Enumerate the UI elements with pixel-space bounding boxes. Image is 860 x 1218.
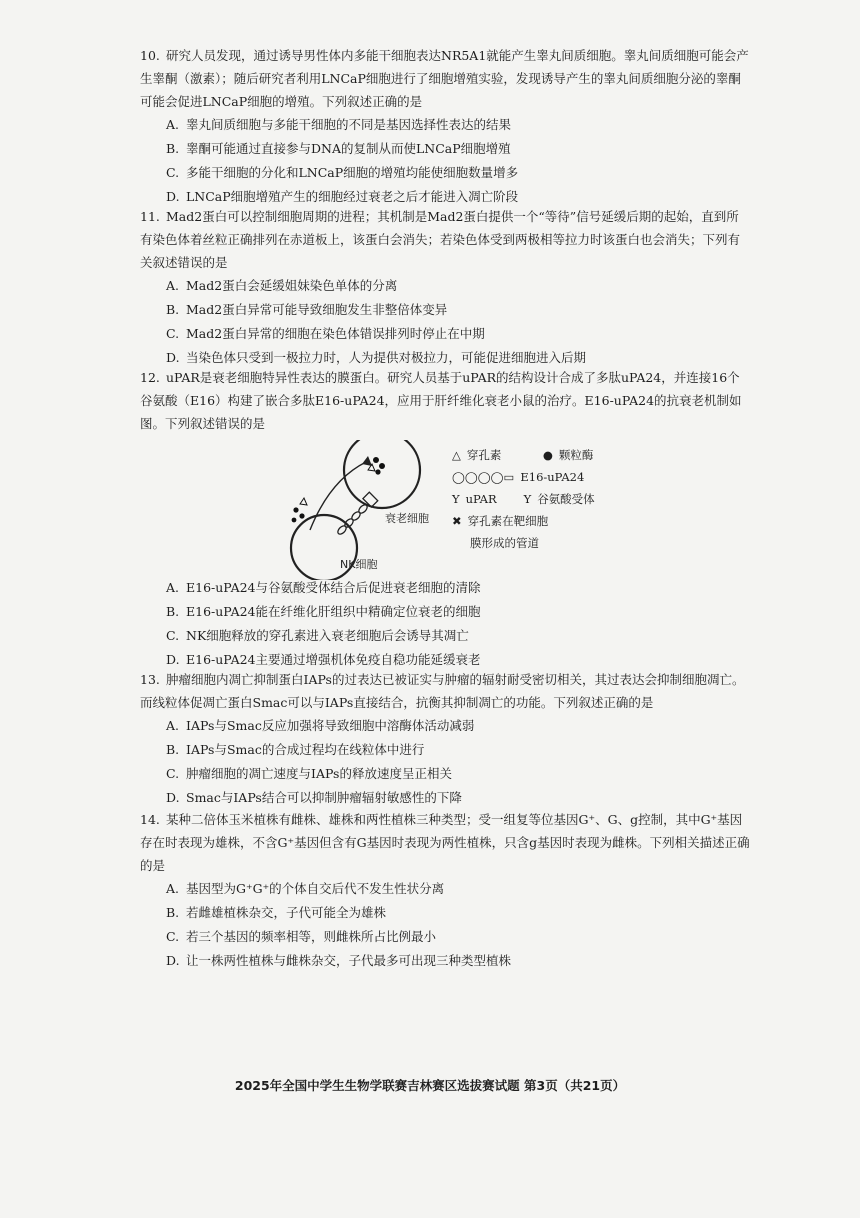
legend-row xyxy=(452,444,595,466)
option-b xyxy=(166,298,750,322)
glu-receptor-legend-icon: Y xyxy=(523,492,532,506)
option-text: 当染色体只受到一极拉力时，人为提供对极拉力，可能促进细胞进入后期 xyxy=(186,350,587,365)
option-text: IAPs与Smac的合成过程均在线粒体中进行 xyxy=(186,742,425,757)
legend-peptide: E16-uPA24 xyxy=(520,470,585,484)
granzyme-dot xyxy=(375,469,380,474)
transport-arrow xyxy=(310,462,366,530)
senescent-cell-label: 衰老细胞 xyxy=(385,512,429,525)
question-stem: 研究人员发现，通过诱导男性体内多能干细胞表达NR5A1就能产生睾丸间质细胞。睾丸间质细胞可能会产生睾酮（激素）；随后研究者利用LNCaP细胞进行了细胞增殖实验，发现诱导产生的睾丸间质细胞分泌的睾酮可能会促进LNCaP细胞的增殖。下列叙述正确的是 xyxy=(140,48,749,109)
question-14 xyxy=(140,808,750,973)
option-c xyxy=(166,762,750,786)
option-d xyxy=(166,949,750,973)
perforin-legend-icon: △ xyxy=(452,448,461,462)
option-letter: B. xyxy=(166,604,180,619)
option-a xyxy=(166,576,750,600)
arrow-head xyxy=(362,456,372,466)
option-letter: B. xyxy=(166,141,180,156)
question-12 xyxy=(140,366,750,435)
option-letter: D. xyxy=(166,652,180,667)
option-c xyxy=(166,322,750,346)
question-number: 12. xyxy=(140,370,160,385)
option-d xyxy=(166,786,750,810)
option-letter: B. xyxy=(166,742,180,757)
option-text: LNCaP细胞增殖产生的细胞经过衰老之后才能进入凋亡阶段 xyxy=(186,189,519,204)
nk-cell-label: NK细胞 xyxy=(340,558,378,571)
option-a xyxy=(166,877,750,901)
option-text: Mad2蛋白异常的细胞在染色体错误排列时停止在中期 xyxy=(186,326,485,341)
question-number: 13. xyxy=(140,672,160,687)
option-text: Mad2蛋白异常可能导致细胞发生非整倍体变异 xyxy=(186,302,448,317)
option-letter: D. xyxy=(166,953,180,968)
granzyme-dot xyxy=(373,457,379,463)
question-number: 10. xyxy=(140,48,160,63)
option-letter: C. xyxy=(166,628,180,643)
option-letter: A. xyxy=(166,278,180,293)
question-stem: 某种二倍体玉米植株有雌株、雄株和两性植株三种类型；受一组复等位基因G⁺、G、g控制，其中G⁺基因存在时表现为雄株，不含G⁺基因但含有G基因时表现为两性植株，只含g基因时表现为雌株。下列相关描述正确的是 xyxy=(140,812,750,873)
granzyme-dot xyxy=(379,463,385,469)
question-11 xyxy=(140,205,750,370)
option-a xyxy=(166,714,750,738)
option-letter: C. xyxy=(166,929,180,944)
option-text: 睾酮可能通过直接参与DNA的复制从而使LNCaP细胞增殖 xyxy=(186,141,511,156)
option-a xyxy=(166,274,750,298)
option-c xyxy=(166,925,750,949)
option-b xyxy=(166,600,750,624)
legend-row xyxy=(452,510,595,532)
legend-glu-receptor: 谷氨酸受体 xyxy=(537,492,595,506)
option-text: 让一株两性植株与雌株杂交，子代最多可出现三种类型植株 xyxy=(186,953,512,968)
granzyme-dot xyxy=(299,513,304,518)
option-text: E16-uPA24与谷氨酸受体结合后促进衰老细胞的清除 xyxy=(186,580,481,595)
perforin-triangle xyxy=(300,498,307,505)
option-letter: A. xyxy=(166,881,180,896)
upar-legend-icon: Ү xyxy=(452,492,460,506)
option-text: 睾丸间质细胞与多能干细胞的不同是基因选择性表达的结果 xyxy=(186,117,512,132)
option-text: 肿瘤细胞的凋亡速度与IAPs的释放速度呈正相关 xyxy=(186,766,452,781)
question-12-options xyxy=(140,576,750,672)
granzyme-dot xyxy=(293,507,298,512)
option-letter: A. xyxy=(166,718,180,733)
option-letter: D. xyxy=(166,350,180,365)
granzyme-legend-icon: ● xyxy=(542,448,553,462)
option-letter: A. xyxy=(166,580,180,595)
option-text: 多能干细胞的分化和LNCaP细胞的增殖均能使细胞数量增多 xyxy=(186,165,519,180)
option-b xyxy=(166,901,750,925)
question-number: 14. xyxy=(140,812,160,827)
question-10 xyxy=(140,44,750,209)
option-text: NK细胞释放的穿孔素进入衰老细胞后会诱导其凋亡 xyxy=(186,628,469,643)
page-footer: 2025年全国中学生生物学联赛吉林赛区选拔赛试题 第3页（共21页） xyxy=(234,1078,626,1093)
legend-row xyxy=(452,532,595,554)
granzyme-dot xyxy=(292,518,297,523)
option-letter: B. xyxy=(166,905,180,920)
figure-legend xyxy=(452,444,595,554)
legend-granzyme: 颗粒酶 xyxy=(558,448,594,462)
question-stem: 肿瘤细胞内凋亡抑制蛋白IAPs的过表达已被证实与肿瘤的辐射耐受密切相关，其过表达会抑制细胞凋亡。而线粒体促凋亡蛋白Smac可以与IAPs直接结合，抗衡其抑制凋亡的功能。下列叙述正确的是 xyxy=(140,672,745,710)
legend-upar: uPAR xyxy=(465,492,497,506)
option-b xyxy=(166,738,750,762)
question-stem: uPAR是衰老细胞特异性表达的膜蛋白。研究人员基于uPAR的结构设计合成了多肽uPA24，并连接16个谷氨酸（E16）构建了嵌合多肽E16-uPA24，应用于肝纤维化衰老小鼠的治疗。E16-uPA24的抗衰老机制如图。下列叙述错误的是 xyxy=(140,370,742,431)
legend-pore: 穿孔素在靶细胞 xyxy=(467,514,549,528)
pore-legend-icon: ✖ xyxy=(452,514,462,528)
question-stem: Mad2蛋白可以控制细胞周期的进程；其机制是Mad2蛋白提供一个“等待”信号延缓后期的起始，直到所有染色体着丝粒正确排列在赤道板上，该蛋白会消失；若染色体受到两极相等拉力时该蛋白也会消失；下列有关叙述错误的是 xyxy=(140,209,741,270)
option-text: 基因型为G⁺G⁺的个体自交后代不发生性状分离 xyxy=(186,881,445,896)
legend-row xyxy=(452,488,595,510)
option-letter: D. xyxy=(166,189,180,204)
option-text: Mad2蛋白会延缓姐妹染色单体的分离 xyxy=(186,278,398,293)
option-a xyxy=(166,113,750,137)
option-text: E16-uPA24主要通过增强机体免疫自稳功能延缓衰老 xyxy=(186,652,481,667)
option-text: 若三个基因的频率相等，则雌株所占比例最小 xyxy=(186,929,437,944)
legend-perforin: 穿孔素 xyxy=(466,448,502,462)
option-letter: C. xyxy=(166,766,180,781)
question-number: 11. xyxy=(140,209,160,224)
legend-pore-line2: 膜形成的管道 xyxy=(470,536,539,550)
option-letter: D. xyxy=(166,790,180,805)
option-b xyxy=(166,137,750,161)
option-text: 若雌雄植株杂交，子代可能全为雄株 xyxy=(186,905,387,920)
option-c xyxy=(166,624,750,648)
option-c xyxy=(166,161,750,185)
option-letter: A. xyxy=(166,117,180,132)
option-text: Smac与IAPs结合可以抑制肿瘤辐射敏感性的下降 xyxy=(186,790,462,805)
option-letter: C. xyxy=(166,165,180,180)
option-text: E16-uPA24能在纤维化肝组织中精确定位衰老的细胞 xyxy=(186,604,481,619)
senescent-cell xyxy=(344,440,420,508)
question-13 xyxy=(140,668,750,810)
option-text: IAPs与Smac反应加强将导致细胞中溶酶体活动减弱 xyxy=(186,718,475,733)
option-letter: B. xyxy=(166,302,180,317)
option-letter: C. xyxy=(166,326,180,341)
legend-row xyxy=(452,466,595,488)
peptide-legend-icon: ◯◯◯◯▭ xyxy=(452,470,515,484)
